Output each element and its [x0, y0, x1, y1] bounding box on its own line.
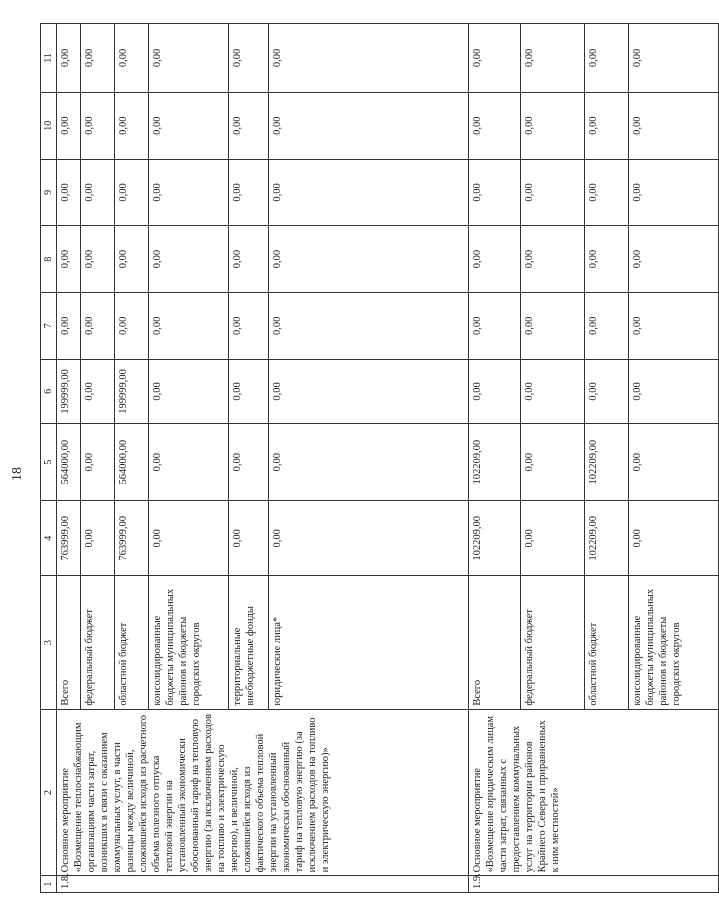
amount-cell: 0,00 — [629, 292, 719, 359]
amount-cell: 0,00 — [585, 159, 629, 226]
amount-cell: 102209,00 — [469, 424, 521, 501]
amount-cell: 0,00 — [229, 92, 269, 159]
amount-cell: 0,00 — [229, 501, 269, 576]
col-number: 8 — [41, 226, 57, 293]
amount-cell: 763999,00 — [115, 501, 149, 576]
amount-cell: 564000,00 — [115, 424, 149, 501]
funding-source: областной бюджет — [585, 576, 629, 709]
amount-cell: 0,00 — [269, 92, 469, 159]
amount-cell: 0,00 — [269, 24, 469, 93]
amount-cell: 0,00 — [469, 24, 521, 93]
amount-cell: 0,00 — [115, 159, 149, 226]
col-number: 6 — [41, 359, 57, 424]
measure-id: 1.9. — [469, 876, 719, 893]
amount-cell: 0,00 — [629, 501, 719, 576]
funding-source: федеральный бюджет — [521, 576, 585, 709]
col-number: 4 — [41, 501, 57, 576]
amount-cell: 0,00 — [585, 24, 629, 93]
amount-cell: 0,00 — [229, 359, 269, 424]
funding-source: консолидированные бюджеты муниципальных районов и бюджеты городских округов — [629, 576, 719, 709]
amount-cell: 0,00 — [469, 226, 521, 293]
col-number: 3 — [41, 576, 57, 709]
amount-cell: 0,00 — [585, 359, 629, 424]
column-number-row — [41, 24, 57, 893]
amount-cell: 0,00 — [469, 159, 521, 226]
measure-name: Основное мероприятие «Возмещение теплоснабжающим организациям части затрат, возникших в связи с оказанием коммунальных услуг, в части разницы между величиной, сложившейся исходя из расчетного объема полезного отпуска тепловой энергии на установленный экономически обоснованный тариф на тепловую энергию (за исключением расходов на топливо и электрическую энергию), и величиной, сложившейся исходя из фактического объема тепловой энергии на установленный экономически обоснованный тариф на тепловую энергию (за исключением расходов на топливо и электрическую энергию)» — [57, 709, 469, 876]
amount-cell: 0,00 — [115, 226, 149, 293]
amount-cell: 0,00 — [585, 92, 629, 159]
col-number: 10 — [41, 92, 57, 159]
amount-cell: 0,00 — [57, 24, 81, 93]
amount-cell: 0,00 — [469, 292, 521, 359]
amount-cell: 0,00 — [149, 359, 229, 424]
amount-cell: 0,00 — [269, 424, 469, 501]
amount-cell: 0,00 — [115, 24, 149, 93]
amount-cell: 0,00 — [229, 424, 269, 501]
funding-source: юридические лица* — [269, 576, 469, 709]
amount-cell: 0,00 — [57, 226, 81, 293]
col-number: 11 — [41, 24, 57, 93]
amount-cell: 0,00 — [585, 226, 629, 293]
amount-cell: 0,00 — [149, 24, 229, 93]
col-number: 1 — [41, 876, 57, 893]
amount-cell: 0,00 — [629, 424, 719, 501]
amount-cell: 0,00 — [521, 92, 585, 159]
amount-cell: 0,00 — [521, 501, 585, 576]
amount-cell: 763999,00 — [57, 501, 81, 576]
amount-cell: 0,00 — [229, 159, 269, 226]
amount-cell: 0,00 — [229, 292, 269, 359]
amount-cell: 0,00 — [81, 424, 115, 501]
amount-cell: 0,00 — [81, 501, 115, 576]
page-number: 18 — [10, 467, 25, 481]
amount-cell: 0,00 — [81, 92, 115, 159]
amount-cell: 0,00 — [585, 292, 629, 359]
amount-cell: 0,00 — [81, 292, 115, 359]
amount-cell: 0,00 — [469, 359, 521, 424]
amount-cell: 0,00 — [469, 92, 521, 159]
amount-cell: 564000,00 — [57, 424, 81, 501]
amount-cell: 0,00 — [629, 24, 719, 93]
amount-cell: 0,00 — [521, 159, 585, 226]
amount-cell: 0,00 — [521, 292, 585, 359]
amount-cell: 0,00 — [629, 359, 719, 424]
amount-cell: 0,00 — [149, 159, 229, 226]
funding-source: территориальные внебюджетные фонды — [229, 576, 269, 709]
funding-source: Всего — [57, 576, 81, 709]
amount-cell: 0,00 — [521, 424, 585, 501]
amount-cell: 0,00 — [149, 424, 229, 501]
measure-id: 1.8. — [57, 876, 469, 893]
amount-cell: 0,00 — [521, 359, 585, 424]
amount-cell: 0,00 — [57, 92, 81, 159]
table-row — [57, 24, 81, 893]
amount-cell: 0,00 — [629, 92, 719, 159]
amount-cell: 0,00 — [269, 159, 469, 226]
amount-cell: 199999,00 — [115, 359, 149, 424]
amount-cell: 0,00 — [521, 24, 585, 93]
amount-cell: 0,00 — [115, 92, 149, 159]
funding-source: Всего — [469, 576, 521, 709]
amount-cell: 0,00 — [81, 359, 115, 424]
amount-cell: 0,00 — [269, 226, 469, 293]
funding-source: консолидированные бюджеты муниципальных районов и бюджеты городских округов — [149, 576, 229, 709]
col-number: 7 — [41, 292, 57, 359]
amount-cell: 0,00 — [269, 501, 469, 576]
measure-name: Основное мероприятие «Возмещение юридическим лицам части затрат, связанных с предоставлением коммунальных услуг на территории районов Крайнего Севера и приравненных к ним местностей» — [469, 709, 719, 876]
col-number: 9 — [41, 159, 57, 226]
amount-cell: 102209,00 — [585, 501, 629, 576]
col-number: 5 — [41, 424, 57, 501]
amount-cell: 0,00 — [269, 359, 469, 424]
funding-source: областной бюджет — [115, 576, 149, 709]
amount-cell: 0,00 — [81, 24, 115, 93]
funding-source: федеральный бюджет — [81, 576, 115, 709]
amount-cell: 0,00 — [269, 292, 469, 359]
table-row — [469, 24, 521, 893]
amount-cell: 102209,00 — [585, 424, 629, 501]
amount-cell: 0,00 — [81, 159, 115, 226]
amount-cell: 0,00 — [81, 226, 115, 293]
amount-cell: 0,00 — [229, 24, 269, 93]
amount-cell: 0,00 — [115, 292, 149, 359]
amount-cell: 0,00 — [149, 501, 229, 576]
amount-cell: 0,00 — [149, 292, 229, 359]
amount-cell: 0,00 — [149, 92, 229, 159]
amount-cell: 102209,00 — [469, 501, 521, 576]
funding-table — [40, 23, 719, 893]
col-number: 2 — [41, 709, 57, 876]
amount-cell: 0,00 — [629, 159, 719, 226]
amount-cell: 0,00 — [521, 226, 585, 293]
rotated-page — [10, 23, 682, 893]
amount-cell: 0,00 — [229, 226, 269, 293]
amount-cell: 0,00 — [629, 226, 719, 293]
amount-cell: 0,00 — [149, 226, 229, 293]
amount-cell: 199999,00 — [57, 359, 81, 424]
amount-cell: 0,00 — [57, 292, 81, 359]
amount-cell: 0,00 — [57, 159, 81, 226]
